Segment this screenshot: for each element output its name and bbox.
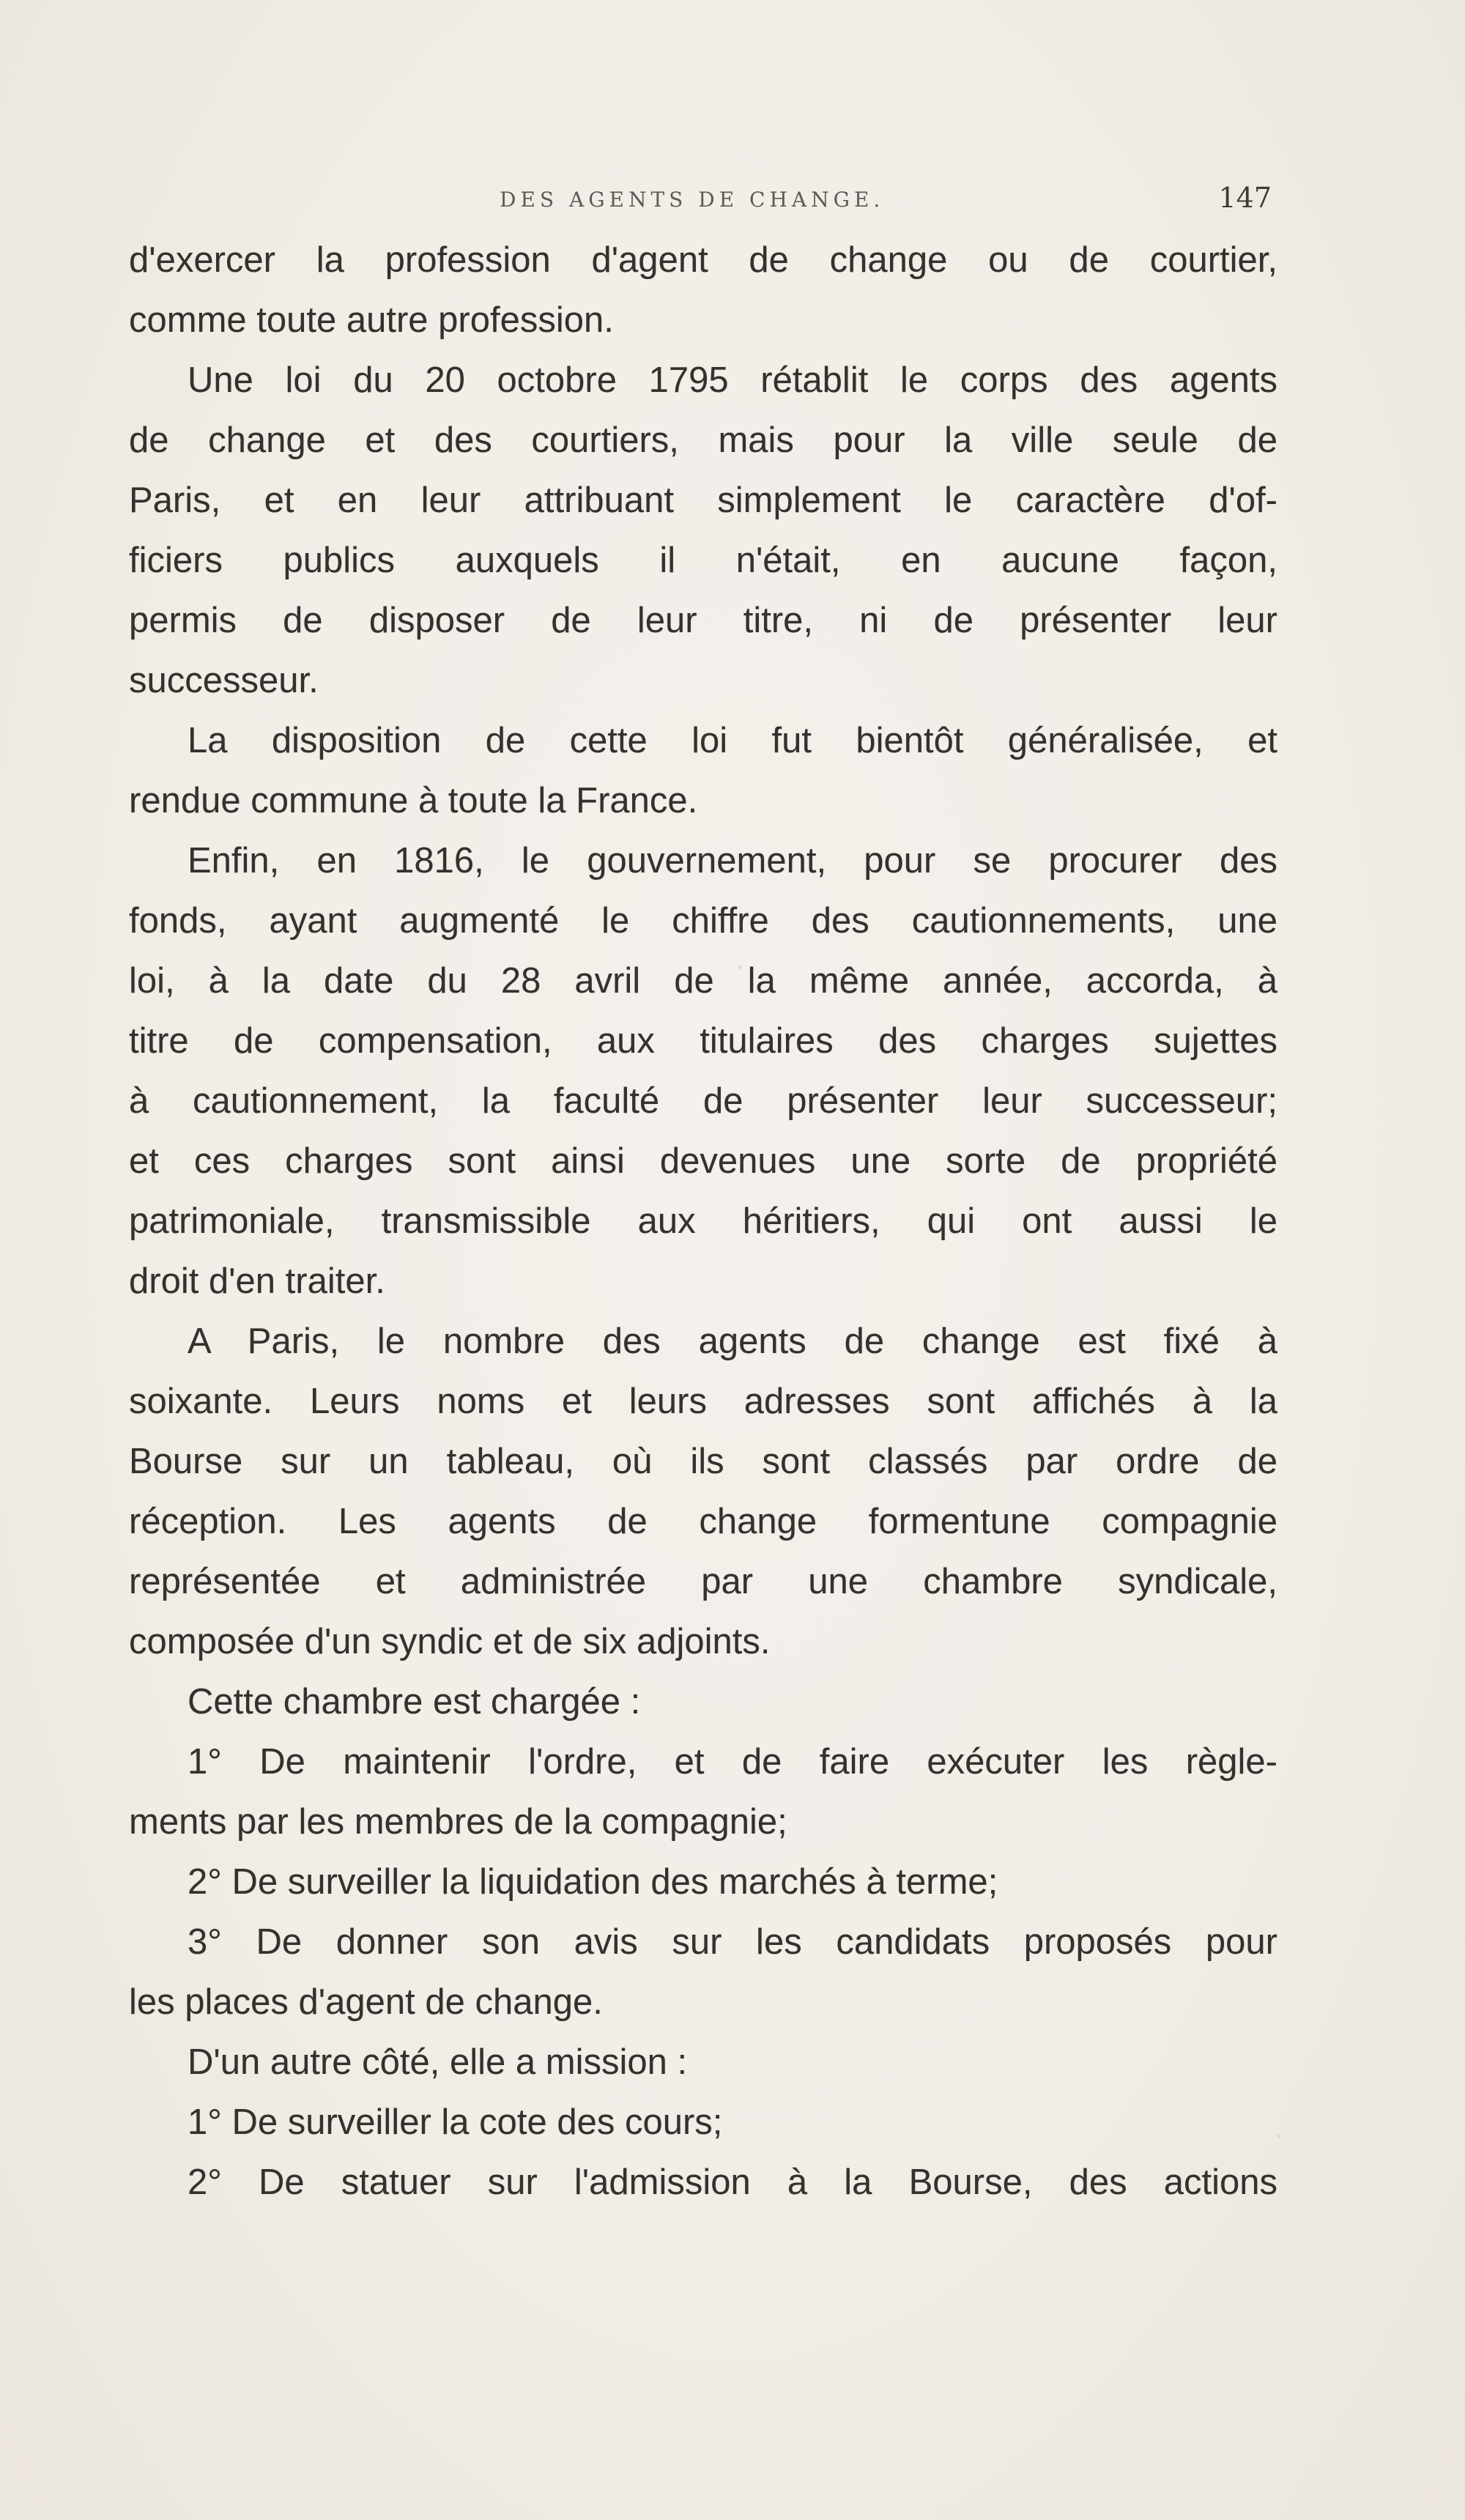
text-line: Bourse sur un tableau, où ils sont classés par ordre de xyxy=(129,1442,1277,1481)
text-line: loi, à la date du 28 avril de la même année, accorda, à xyxy=(129,961,1277,1001)
page-number: 147 xyxy=(1218,182,1272,214)
paper-speck xyxy=(1277,2135,1280,2138)
text-line: droit d'en traiter. xyxy=(129,1261,385,1301)
text-line: et ces charges sont ainsi devenues une sorte de propriété xyxy=(129,1141,1277,1181)
text-line: 1° De maintenir l'ordre, et de faire exécuter les règle- xyxy=(188,1742,1277,1782)
text-line: composée d'un syndic et de six adjoints. xyxy=(129,1622,771,1661)
text-line: permis de disposer de leur titre, ni de présenter leur xyxy=(129,601,1277,640)
paper-speck xyxy=(448,1698,450,1700)
text-line: patrimoniale, transmissible aux héritiers, qui ont aussi le xyxy=(129,1201,1277,1241)
text-line: Enfin, en 1816, le gouvernement, pour se procurer des xyxy=(188,841,1277,881)
text-line: 3° De donner son avis sur les candidats proposés pour xyxy=(188,1922,1277,1962)
text-line: titre de compensation, aux titulaires des charges sujettes xyxy=(129,1021,1277,1061)
text-line: 1° De surveiller la cote des cours; xyxy=(188,2102,723,2142)
text-line: D'un autre côté, elle a mission : xyxy=(188,2042,688,2082)
running-title: DES AGENTS DE CHANGE. xyxy=(500,188,885,212)
text-line: représentée et administrée par une chambre syndicale, xyxy=(129,1562,1277,1601)
text-line: Cette chambre est chargée : xyxy=(188,1682,641,1722)
text-line: fonds, ayant augmenté le chiffre des cautionnements, une xyxy=(129,901,1277,941)
text-line: successeur. xyxy=(129,661,319,700)
text-line: A Paris, le nombre des agents de change est fixé à xyxy=(188,1322,1277,1361)
text-line: soixante. Leurs noms et leurs adresses sont affichés à la xyxy=(129,1382,1277,1421)
body-text xyxy=(129,230,1277,2212)
text-line: réception. Les agents de change formentune compagnie xyxy=(129,1502,1277,1541)
text-line: 2° De statuer sur l'admission à la Bourse, des actions xyxy=(188,2163,1277,2202)
text-line: Paris, et en leur attribuant simplement le caractère d'of- xyxy=(129,481,1277,520)
text-line: La disposition de cette loi fut bientôt généralisée, et xyxy=(188,721,1277,760)
text-line: ficiers publics auxquels il n'était, en aucune façon, xyxy=(129,541,1277,580)
text-line: les places d'agent de change. xyxy=(129,1982,603,2022)
text-line: rendue commune à toute la France. xyxy=(129,781,698,820)
paper-speck xyxy=(738,966,742,969)
text-line: 2° De surveiller la liquidation des marchés à terme; xyxy=(188,1862,998,1902)
text-line: d'exercer la profession d'agent de change ou de courtier, xyxy=(129,240,1277,280)
text-line: de change et des courtiers, mais pour la ville seule de xyxy=(129,420,1277,460)
text-line: Une loi du 20 octobre 1795 rétablit le corps des agents xyxy=(188,360,1277,400)
text-line: à cautionnement, la faculté de présenter leur successeur; xyxy=(129,1081,1277,1121)
text-line: ments par les membres de la compagnie; xyxy=(129,1802,787,1842)
text-line: comme toute autre profession. xyxy=(129,300,614,340)
page-header xyxy=(129,182,1272,226)
